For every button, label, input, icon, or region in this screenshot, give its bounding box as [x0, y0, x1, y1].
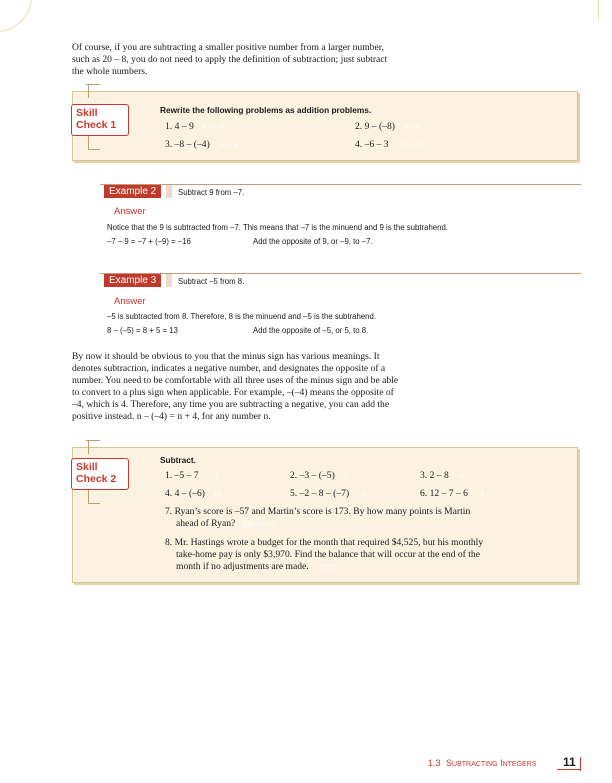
title-initial: S — [446, 758, 453, 768]
problem-text: 5. –2 – 8 – (–7) — [290, 488, 350, 499]
problem-answer: –6 — [457, 473, 465, 480]
problem-3 — [420, 470, 465, 483]
footer-rule-vertical — [580, 757, 581, 771]
example-2-rule — [100, 184, 581, 185]
problem-8-line3 — [165, 561, 483, 574]
example-2-tab: Example 2 — [104, 185, 161, 198]
example-2-work: –7 – 9 = –7 + (–9) = –16 — [107, 237, 191, 246]
bracket-decoration — [86, 440, 100, 441]
body-paragraph — [72, 351, 492, 423]
bracket-decoration — [88, 440, 89, 454]
problem-answer: –6 + (–3) — [396, 142, 426, 149]
problem-1 — [165, 470, 219, 483]
problem-answer: –12 — [206, 473, 219, 480]
problem-answer: 10 — [213, 491, 222, 498]
skill-check-1-label — [71, 104, 129, 136]
problem-6 — [420, 488, 484, 501]
bracket-decoration — [88, 84, 89, 98]
example-3-rule — [100, 273, 581, 274]
problem-2 — [290, 470, 347, 483]
body-line: number. You need to be comfortable with all three uses of the minus sign and be able — [72, 375, 399, 386]
example-3-explanation: –5 is subtracted from 8. Therefore, 8 is the minuend and –5 is the subtrahend. — [107, 312, 377, 321]
problem-text: take-home pay is only $3,970. Find the balance that will occur at the end of the — [176, 549, 480, 560]
example-2-answer-label: Answer — [114, 206, 146, 217]
problem-7 — [165, 506, 470, 531]
problem-answer: 9 + 8 — [403, 124, 420, 131]
problem-text: 2. –3 – (–5) — [290, 470, 335, 481]
title-rest: NTEGERS — [502, 761, 537, 768]
skill-label-line1: Skill — [76, 107, 98, 119]
title-initial: I — [500, 758, 503, 768]
example-tab-accent — [166, 185, 172, 198]
problem-answer: 4 + (–9) — [202, 124, 227, 131]
example-2-note: Add the opposite of 9, or –9, to –7. — [253, 237, 373, 246]
problem-answer: –8 + 4 — [218, 142, 238, 149]
problem-7-line2 — [165, 518, 470, 531]
problem-text: 4. 4 – (–6) — [165, 488, 205, 499]
bracket-decoration — [88, 149, 100, 150]
intro-line: Of course, if you are subtracting a smaller positive number from a larger number, — [72, 42, 384, 53]
problem-text: ahead of Ryan? — [176, 518, 236, 529]
title-rest: UBTRACTING — [452, 761, 498, 768]
problem-text: 8. Mr. Hastings wrote a budget for the month that required $4,525, but his monthly — [165, 537, 484, 548]
example-3-answer-label: Answer — [114, 296, 146, 307]
skill-check-2-label — [71, 458, 129, 490]
corner-decoration — [0, 0, 32, 32]
intro-line: such as 20 – 8, you do not need to apply the definition of subtraction; just subtract — [72, 54, 388, 65]
problem-text: 6. 12 – 7 – 6 — [420, 488, 468, 499]
problem-5 — [290, 488, 365, 501]
intro-line: the whole numbers. — [72, 66, 148, 77]
skill-label-line2: Check 1 — [76, 119, 117, 131]
problem-answer: –3 — [357, 491, 366, 498]
problem-text: 1. 4 – 9 — [165, 121, 194, 132]
page-number: 11 — [563, 755, 576, 769]
problem-4 — [355, 139, 425, 152]
intro-paragraph — [72, 42, 472, 78]
bracket-decoration — [88, 490, 89, 504]
problem-text: 3. 2 – 8 — [420, 470, 449, 481]
problem-1 — [165, 121, 227, 134]
skill-check-2-instruction: Subtract. — [160, 455, 196, 465]
body-line: –4, which is 4. Therefore, any time you are subtracting a negative, you can add the — [72, 399, 390, 410]
problem-8 — [165, 537, 483, 574]
problem-text: 3. –8 – (–4) — [165, 139, 210, 150]
problem-text: 4. –6 – 3 — [355, 139, 389, 150]
body-line: By now it should be obvious to you that the minus sign has various meanings. It — [72, 351, 380, 362]
problem-3 — [165, 139, 238, 152]
example-3-note: Add the opposite of –5, or 5, to 8. — [253, 326, 369, 335]
problem-text: 2. 9 – (–8) — [355, 121, 395, 132]
problem-answer: 2 — [343, 473, 348, 480]
page-number-underline — [557, 769, 581, 770]
example-2-explanation: Notice that the 9 is subtracted from –7. This means that –7 is the minuend and 9 is the subtrahend. — [107, 223, 448, 232]
body-line: denotes subtraction, indicates a negative number, and designates the opposite of a — [72, 363, 386, 374]
problem-text: month if no adjustments are made. — [176, 561, 309, 572]
body-line: positive instead. n – (–4) = n + 4, for any number n. — [72, 411, 271, 422]
corner-line — [598, 0, 599, 20]
problem-text: 1. –5 – 7 — [165, 470, 199, 481]
bracket-decoration — [86, 84, 100, 85]
skill-check-1-instruction: Rewrite the following problems as addition problems. — [160, 105, 372, 115]
problem-answer: –$555 — [317, 564, 337, 571]
skill-label-line2: Check 2 — [76, 473, 117, 485]
skill-label-line1: Skill — [76, 461, 98, 473]
example-tab-accent — [166, 274, 172, 287]
body-line: to convert to a plus sign when applicable. For example, –(–4) means the opposite of — [72, 387, 394, 398]
section-title — [428, 758, 536, 768]
example-3-prompt: Subtract –5 from 8. — [178, 277, 245, 286]
problem-answer: 230 points — [241, 521, 275, 528]
example-2-prompt: Subtract 9 from –7. — [178, 188, 245, 197]
example-3-tab: Example 3 — [104, 274, 161, 287]
problem-answer: –1 — [476, 491, 485, 498]
skill-check-1-box — [72, 91, 578, 161]
problem-2 — [355, 121, 419, 134]
bracket-decoration — [88, 503, 100, 504]
bracket-decoration — [88, 136, 89, 150]
section-number: 1.3 — [428, 758, 441, 768]
problem-4 — [165, 488, 221, 501]
problem-text: 7. Ryan’s score is –57 and Martin’s score is 173. By how many points is Martin — [165, 506, 471, 517]
example-3-work: 8 – (–5) = 8 + 5 = 13 — [107, 326, 178, 335]
